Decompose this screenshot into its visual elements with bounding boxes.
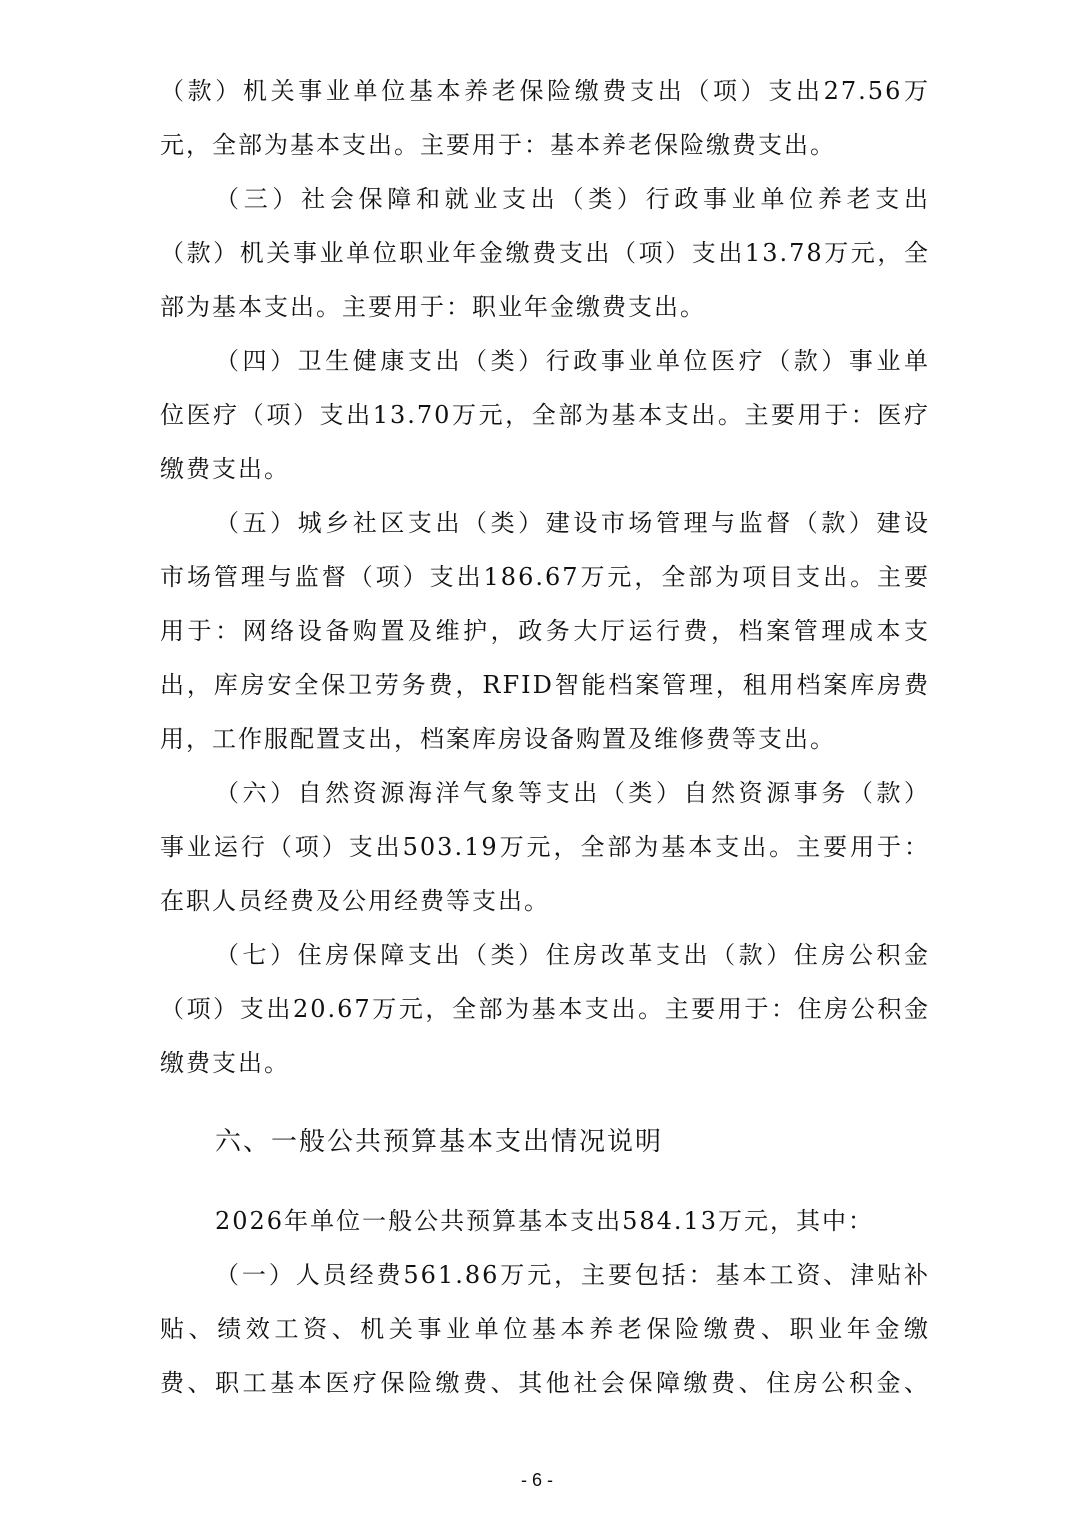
body-text-line: 位医疗（项）支出13.70万元，全部为基本支出。主要用于：医疗 <box>160 401 930 429</box>
section-heading: 六、一般公共预算基本支出情况说明 <box>215 1127 664 1157</box>
body-text-line: 在职人员经费及公用经费等支出。 <box>160 887 550 915</box>
body-text-line: （款）机关事业单位基本养老保险缴费支出（项）支出27.56万 <box>160 77 930 105</box>
body-text-line: 事业运行（项）支出503.19万元，全部为基本支出。主要用于： <box>160 833 930 861</box>
body-text-line: （款）机关事业单位职业年金缴费支出（项）支出13.78万元，全 <box>160 239 930 267</box>
section-7-text-line: （七）住房保障支出（类）住房改革支出（款）住房公积金 <box>215 941 930 969</box>
section-3-text-line: （三）社会保障和就业支出（类）行政事业单位养老支出 <box>215 185 930 213</box>
section-5-text-line: （五）城乡社区支出（类）建设市场管理与监督（款）建设 <box>215 509 930 537</box>
page-number: - 6 - <box>520 1470 553 1490</box>
body-text-line: 用于：网络设备购置及维护，政务大厅运行费，档案管理成本支 <box>160 617 930 645</box>
body-text-line: 市场管理与监督（项）支出186.67万元，全部为项目支出。主要 <box>160 563 930 591</box>
body-text-line: 缴费支出。 <box>160 455 290 483</box>
body-text-line: 缴费支出。 <box>160 1049 290 1077</box>
body-text-line: 部为基本支出。主要用于：职业年金缴费支出。 <box>160 293 706 321</box>
body-text-line: 元，全部为基本支出。主要用于：基本养老保险缴费支出。 <box>160 131 836 159</box>
body-text-line: 出，库房安全保卫劳务费，RFID智能档案管理，租用档案库房费 <box>160 671 930 699</box>
summary-text-line: 2026年单位一般公共预算基本支出584.13万元，其中： <box>215 1207 875 1235</box>
section-6-text-line: （六）自然资源海洋气象等支出（类）自然资源事务（款） <box>215 779 930 807</box>
section-4-text-line: （四）卫生健康支出（类）行政事业单位医疗（款）事业单 <box>215 347 930 375</box>
body-text-line: 费、职工基本医疗保险缴费、其他社会保障缴费、住房公积金、 <box>160 1369 930 1397</box>
personnel-expense-text-line: （一）人员经费561.86万元，主要包括：基本工资、津贴补 <box>215 1261 930 1289</box>
body-text-line: （项）支出20.67万元，全部为基本支出。主要用于：住房公积金 <box>160 995 930 1023</box>
body-text-line: 用，工作服配置支出，档案库房设备购置及维修费等支出。 <box>160 725 836 753</box>
body-text-line: 贴、绩效工资、机关事业单位基本养老保险缴费、职业年金缴 <box>160 1315 930 1343</box>
